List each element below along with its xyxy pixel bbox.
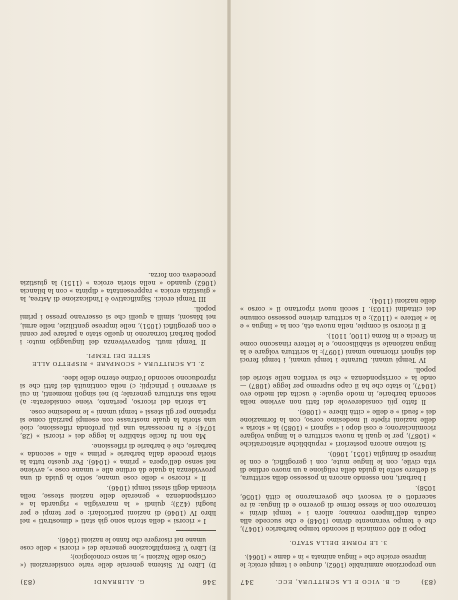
left-page-header bbox=[20, 577, 216, 586]
left-paragraph-5: II Tempi muti. Sopravvivenza del linguaggio muto: i popoli barbari tornarono in quello stato a parlare per cenni e con geroglifici (1051), nelle imprese gentilizie, nelle armi, nei blasoni, simili a quelli che si osservano presso i primi popoli. bbox=[20, 305, 216, 346]
left-divider bbox=[176, 530, 216, 531]
left-section-title: 2. LA SCRITTURA « SCOMPARE » RISPETTO ALLE SETTE DEI TEMPI. bbox=[31, 351, 205, 366]
right-paragraph-4: Il fatto più considerevole dei fatti non avviene nella seconda barbarie, in modo eguale: è uscita dal medio evo (1047), lo stato che ha il capo supremo per legge (1087) — onde la « corrispondenza » che si verifica nelle storie dei popoli. bbox=[240, 365, 436, 407]
right-page-number: 347 bbox=[240, 578, 254, 586]
right-paragraph-6: E il ricorso si compie, nella nuova età, con la « lingua » e le « lettere » (1102); e la scrittura diviene possesso comune dei cittadini (1103). I secoli nuovi riportano il « corso » delle nazioni (1104). bbox=[240, 297, 436, 330]
right-page bbox=[240, 14, 436, 586]
right-paragraph-2: I barbari, non essendo ancora in possesso della scrittura, si dettero sotto la guida della religione a un nuovo ordine di vita civile, con le lingue mute, con i geroglifici, e con le imprese di famiglia (1051, 1060). bbox=[240, 450, 436, 483]
right-note-number: (83) bbox=[420, 578, 436, 586]
right-paragraph-5: IV Tempi umani. Durante i tempi umani, i tempi feroci dei signori ritornano umani (1097): la scrittura volgare e la lingua nazionale si stabiliscono, e le lettere rinascono come in Grecia e in Roma (1100, 1101). bbox=[240, 331, 436, 364]
left-footnote-1: D) Libro IV. Sistema generale delle varie considerazioni (« Corso delle Nazioni », in senso cronologico); bbox=[20, 553, 216, 568]
left-paragraph-6: III Tempi eroici. Significativo è l'indicazione di Astrea, la « giustizia eroica » rappresentata « dipinta » con la bilancia (1062) quando « nella storia eroica » (1151) la giustizia procedeva con forza. bbox=[20, 271, 216, 304]
left-paragraph-3: Ma non fu facile stabilire la legge dei « ricorsi » (28, 1074): e fu necessaria una più profonda riflessione, cioè una storia la quale mostrasse con esempi parziali come si ripetano per gli stessi « tempi umani » le medesime cose. bbox=[20, 407, 216, 441]
left-page-number: 346 bbox=[202, 578, 216, 586]
right-paragraph-1: Dopo il 400 comincia il secondo tempo barbarico (1047), che è tempo veramente divino (1048) e che succede alla caduta dell'Impero romano; allora i « tempi divini » tornarono con le stesse forme di governo e di lingua: ai re sacerdoti e ai vescovi che governarono le città (1056, 1058). bbox=[240, 484, 436, 533]
right-paragraph-3: Si notano ancora posteriori « repubbliche aristocratiche » (1087), per le quali la nuova scrittura e la lingua volgare ricominciarono; e così dopo i « signori » (1085) la « storia » delle nazioni ripete il medesimo corso, con la formazione dei « feudi » e delle « città libere » (1086). bbox=[240, 408, 436, 449]
left-page bbox=[20, 14, 216, 586]
left-paragraph-2: Il « ricorso » delle cose umane, sotto la guida di una provvidenza la quale dà ordine alle « umane cose », avviene nel senso dell'opera « prima » (1046). Per questo tutta la storia procede dalla barbarie « prima » alla « seconda » barbarie, che è barbarie di riflessione. bbox=[20, 442, 216, 483]
right-section-title: 3. LE FORME DELLA STATO. bbox=[289, 538, 387, 545]
left-paragraph-4: La storia del ricorso, pertanto, viene considerata: a) nella sua struttura generale; b) nei singoli momenti, in cui si avverano i principii; c) nella continuità dei fatti che si riproducono secondo l'ordine eterno delle idee. bbox=[20, 373, 216, 406]
left-running-head: G. ALIBRANDI bbox=[93, 578, 145, 584]
left-note-number: (83) bbox=[20, 578, 36, 586]
right-running-head: G. B. VICO E LA SCRITTURA, ECC. bbox=[274, 578, 400, 584]
right-footnote-1: uno proporzione ammirabile (1062), dunque e i tempi eroici; le imprese eroiche che « lingua animata » in « dame » (1064). bbox=[240, 553, 436, 568]
right-page-header bbox=[240, 577, 436, 586]
left-footnote-2: E) Libro V. Esemplificazione generale dei « ricorsi » delle cose umane nel risorgere che fanno le nazioni (1046). bbox=[20, 536, 216, 551]
book-gutter bbox=[227, 0, 231, 600]
left-paragraph-1: I « ricorsi » della storia sono già stati « dimostrati » nel libro IV (1046) di nazioni particolari: e per tempi e per luoghi (423); quindi « la maraviglia » riguarda la « corrispondenza » generale delle nazioni stesse, nella vicenda degli stessi tempi (1046). bbox=[20, 484, 216, 525]
